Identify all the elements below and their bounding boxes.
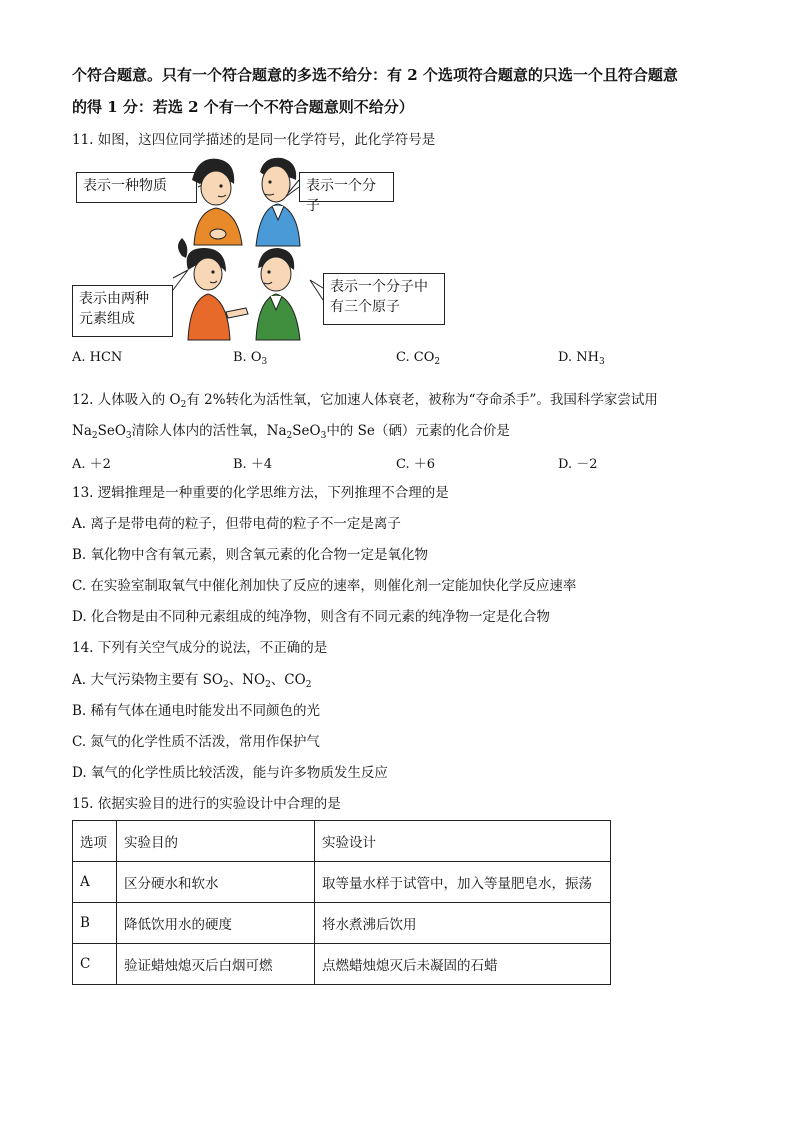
q11-option-a: A. HCN	[72, 350, 123, 365]
q15-stem: 15. 依据实验目的进行的实验设计中合理的是	[72, 796, 341, 812]
table-cell: 验证蜡烛熄灭后白烟可燃	[117, 944, 315, 985]
q12-option-b: B. ＋4	[233, 457, 273, 472]
bubble-text-4b: 有三个原子	[330, 299, 400, 315]
q15-table	[72, 820, 611, 985]
table-cell: 区分硬水和软水	[117, 862, 315, 903]
q12-stem-line-1: 12. 人体吸入的 $O_2$有 2%转化为活性氧，它加速人体衰老，被称为“夺命杀手”。我国科学家尝试用	[72, 392, 658, 410]
table-row	[73, 862, 611, 903]
student-3	[178, 238, 248, 340]
q14-option-b: B. 稀有气体在通电时能发出不同颜色的光	[72, 703, 321, 719]
students-illustration	[160, 150, 340, 350]
table-cell: 降低饮用水的硬度	[117, 903, 315, 944]
speech-bubble-3	[72, 285, 173, 337]
bubble-text-3b: 元素组成	[79, 311, 135, 327]
table-cell: 取等量水样于试管中，加入等量肥皂水，振荡	[315, 862, 611, 903]
q11-option-d: D. $NH_3$	[558, 350, 605, 367]
bubble-text-2: 表示一个分子	[306, 178, 376, 214]
bubble-text-1: 表示一种物质	[83, 178, 167, 194]
table-cell: B	[73, 903, 117, 944]
q12-option-a: A. ＋2	[72, 457, 111, 472]
header-cell: 选项	[73, 821, 117, 862]
header-cell: 实验目的	[117, 821, 315, 862]
bubble-text-3a: 表示由两种	[79, 291, 149, 307]
table-cell: 将水煮沸后饮用	[315, 903, 611, 944]
table-row	[73, 944, 611, 985]
bubble-tail-3	[173, 270, 188, 290]
q14-option-a: A. 大气污染物主要有 $SO_2$、$NO_2$、$CO_2$	[72, 672, 312, 690]
q13-stem: 13. 逻辑推理是一种重要的化学思维方法，下列推理不合理的是	[72, 485, 449, 501]
header-cell: 实验设计	[315, 821, 611, 862]
q13-option-b: B. 氧化物中含有氧元素，则含氧元素的化合物一定是氧化物	[72, 547, 429, 563]
q11-option-c: C. $CO_2$	[396, 350, 441, 367]
table-cell: C	[73, 944, 117, 985]
student-2	[256, 158, 300, 246]
q13-option-c: C. 在实验室制取氧气中催化剂加快了反应的速率，则催化剂一定能加快化学反应速率	[72, 578, 577, 594]
table-row	[73, 903, 611, 944]
q12-option-d: D. －2	[558, 457, 598, 472]
table-header-row	[73, 821, 611, 862]
q12-stem-line-2: $Na_2SeO_3$清除人体内的活性氧，$Na_2SeO_3$中的 Se（硒）元素的化合价是	[72, 423, 510, 441]
student-4	[256, 248, 300, 340]
student-1	[192, 159, 242, 245]
speech-bubble-4	[323, 273, 445, 325]
table-cell: A	[73, 862, 117, 903]
q13-option-a: A. 离子是带电荷的粒子，但带电荷的粒子不一定是离子	[72, 516, 401, 532]
q11-stem: 11. 如图，这四位同学描述的是同一化学符号，此化学符号是	[72, 132, 436, 148]
q14-stem: 14. 下列有关空气成分的说法，不正确的是	[72, 640, 328, 656]
q14-option-d: D. 氧气的化学性质比较活泼，能与许多物质发生反应	[72, 765, 388, 781]
q12-option-c: C. ＋6	[396, 457, 436, 472]
q11-option-b: B. $O_3$	[233, 350, 268, 367]
bubble-text-4a: 表示一个分子中	[330, 279, 428, 295]
table-cell: 点燃蜡烛熄灭后未凝固的石蜡	[315, 944, 611, 985]
instruction-line-2: 的得 1 分：若选 2 个有一个不符合题意则不给分）	[72, 98, 414, 116]
q13-option-d: D. 化合物是由不同种元素组成的纯净物，则含有不同元素的纯净物一定是化合物	[72, 609, 550, 625]
q14-option-c: C. 氮气的化学性质不活泼，常用作保护气	[72, 734, 320, 750]
bubble-tail-4	[310, 280, 323, 300]
instruction-line-1: 个符合题意。只有一个符合题意的多选不给分：有 2 个选项符合题意的只选一个且符合题意	[72, 66, 678, 84]
